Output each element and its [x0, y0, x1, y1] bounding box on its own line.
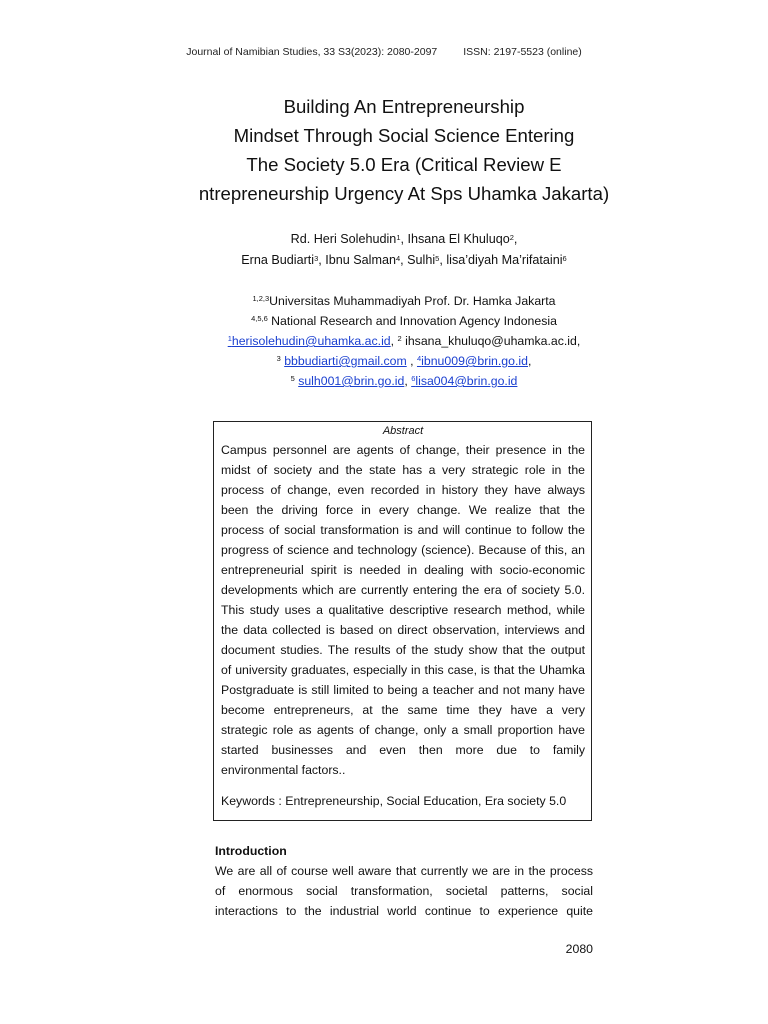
- affiliation-1: [0, 291, 768, 311]
- email-text: herisolehudin@uhamka.ac.id: [231, 334, 391, 348]
- author-superscript: 2: [509, 233, 514, 242]
- abstract-line: become entrepreneurs, at the same time they have a very: [221, 703, 585, 717]
- abstract-line: Campus personnel are agents of change, their presence in the: [221, 443, 585, 457]
- author-superscript: 6: [562, 254, 567, 263]
- journal-citation: Journal of Namibian Studies, 33 S3(2023): 2080-2097: [186, 46, 438, 58]
- author-separator: ,: [513, 232, 518, 246]
- affiliation-text: National Research and Innovation Agency Indonesia: [271, 314, 557, 328]
- author-name: , Sulhi: [400, 253, 436, 267]
- abstract-line: midst of society and the state has a very strategic role in the: [221, 463, 585, 477]
- email-line-1: $^1$herisolehudin@uhamka.ac.id, $^2$ ihsana_khuluqo@uhamka.ac.id,: [227, 334, 581, 348]
- abstract-line: process of change, even recorded in history they have always: [221, 483, 585, 497]
- email-text: ibnu009@brin.go.id: [421, 354, 528, 368]
- abstract-line: entrepreneurial spirit is needed in dealing with socio-economic: [221, 563, 585, 577]
- author-name: , Ibnu Salman: [318, 253, 396, 267]
- email-superscript: 2: [397, 334, 402, 343]
- author-superscript: 5: [435, 254, 440, 263]
- email-link[interactable]: sulh001@brin.go.id: [298, 374, 405, 388]
- abstract-line: the data collected is based on direct observation, interviews and: [221, 623, 585, 637]
- paper-title: [160, 92, 648, 208]
- abstract-body: [221, 440, 585, 780]
- title-line: Building An Entrepreneurship: [283, 96, 525, 117]
- abstract-box: [213, 421, 592, 821]
- email-link[interactable]: [417, 354, 528, 368]
- author-list: [0, 229, 768, 271]
- page-number: 2080: [565, 942, 593, 956]
- email-superscript: 4: [416, 354, 422, 363]
- abstract-line: progress of science and technology (science). Because of this, an: [221, 543, 585, 557]
- affiliation-text: Universitas Muhammadiyah Prof. Dr. Hamka Jakarta: [269, 294, 556, 308]
- author-superscript: 3: [314, 254, 319, 263]
- email-link[interactable]: [228, 334, 391, 348]
- email-superscript: 6: [411, 374, 416, 383]
- author-line-1: [0, 229, 768, 250]
- title-line: ntrepreneurship Urgency At Sps Uhamka Jakarta): [198, 183, 610, 204]
- email-superscript: 1: [227, 334, 232, 343]
- issn: ISSN: 2197-5523 (online): [463, 46, 582, 58]
- email-line-2: $^3$ bbbudiarti@gmail.com , $^4$ibnu009@brin.go.id,: [276, 354, 532, 368]
- email-link[interactable]: [411, 374, 517, 388]
- affiliation-2: [0, 311, 768, 331]
- title-line: The Society 5.0 Era (Critical Review E: [246, 154, 562, 175]
- running-header: [0, 46, 768, 58]
- title-line: Mindset Through Social Science Entering: [233, 125, 575, 146]
- author-name: Erna Budiarti: [241, 253, 315, 267]
- author-name: , Ihsana El Khuluqo: [400, 232, 510, 246]
- author-name: Rd. Heri Solehudin: [290, 232, 397, 246]
- email-line-3: $^5$ sulh001@brin.go.id, $^6$lisa004@brin.go.id: [290, 374, 518, 388]
- abstract-line: started businesses and even then more due to family: [221, 743, 585, 757]
- abstract-line: process of social transformation is and will continue to follow the: [221, 523, 585, 537]
- introduction-line: We are all of course well aware that currently we are in the process: [215, 864, 593, 878]
- affiliation-superscript: 1,2,3: [252, 294, 270, 303]
- email-link[interactable]: bbbudiarti@gmail.com: [284, 354, 407, 368]
- author-name: , lisa’diyah Ma’rifataini: [439, 253, 563, 267]
- keywords: Keywords : Entrepreneurship, Social Education, Era society 5.0: [221, 794, 567, 808]
- introduction-body: [215, 861, 593, 921]
- email-text: lisa004@brin.go.id: [415, 374, 518, 388]
- abstract-heading: Abstract: [382, 425, 424, 437]
- abstract-line: strategic role as agents of change, only a small proportion have: [221, 723, 585, 737]
- abstract-line: environmental factors..: [221, 763, 346, 777]
- abstract-line: developments which are currently entering the era of society 5.0.: [221, 583, 585, 597]
- introduction-line: interactions to the industrial world continue to experience quite: [215, 904, 593, 918]
- affiliation-superscript: 4,5,6: [251, 314, 268, 323]
- author-superscript: 1: [396, 233, 401, 242]
- email-superscript: 3: [276, 354, 281, 363]
- author-superscript: 4: [395, 254, 401, 263]
- introduction-heading: Introduction: [215, 844, 287, 858]
- abstract-line: been the driving force in every change. We realize that the: [221, 503, 585, 517]
- email-superscript: 5: [290, 374, 295, 383]
- abstract-line: document studies. The results of the study show that the output: [221, 643, 585, 657]
- introduction-line: of enormous social transformation, societal patterns, social: [215, 884, 593, 898]
- email-text: ihsana_khuluqo@uhamka.ac.id,: [405, 334, 581, 348]
- abstract-line: of university graduates, especially in this case, is that the Uhamka: [221, 663, 585, 677]
- abstract-line: This study uses a qualitative descriptive research method, while: [221, 603, 585, 617]
- author-line-2: [0, 250, 768, 271]
- abstract-line: Postgraduate is still limited to being a teacher and not many have: [221, 683, 585, 697]
- affiliations: [0, 291, 768, 391]
